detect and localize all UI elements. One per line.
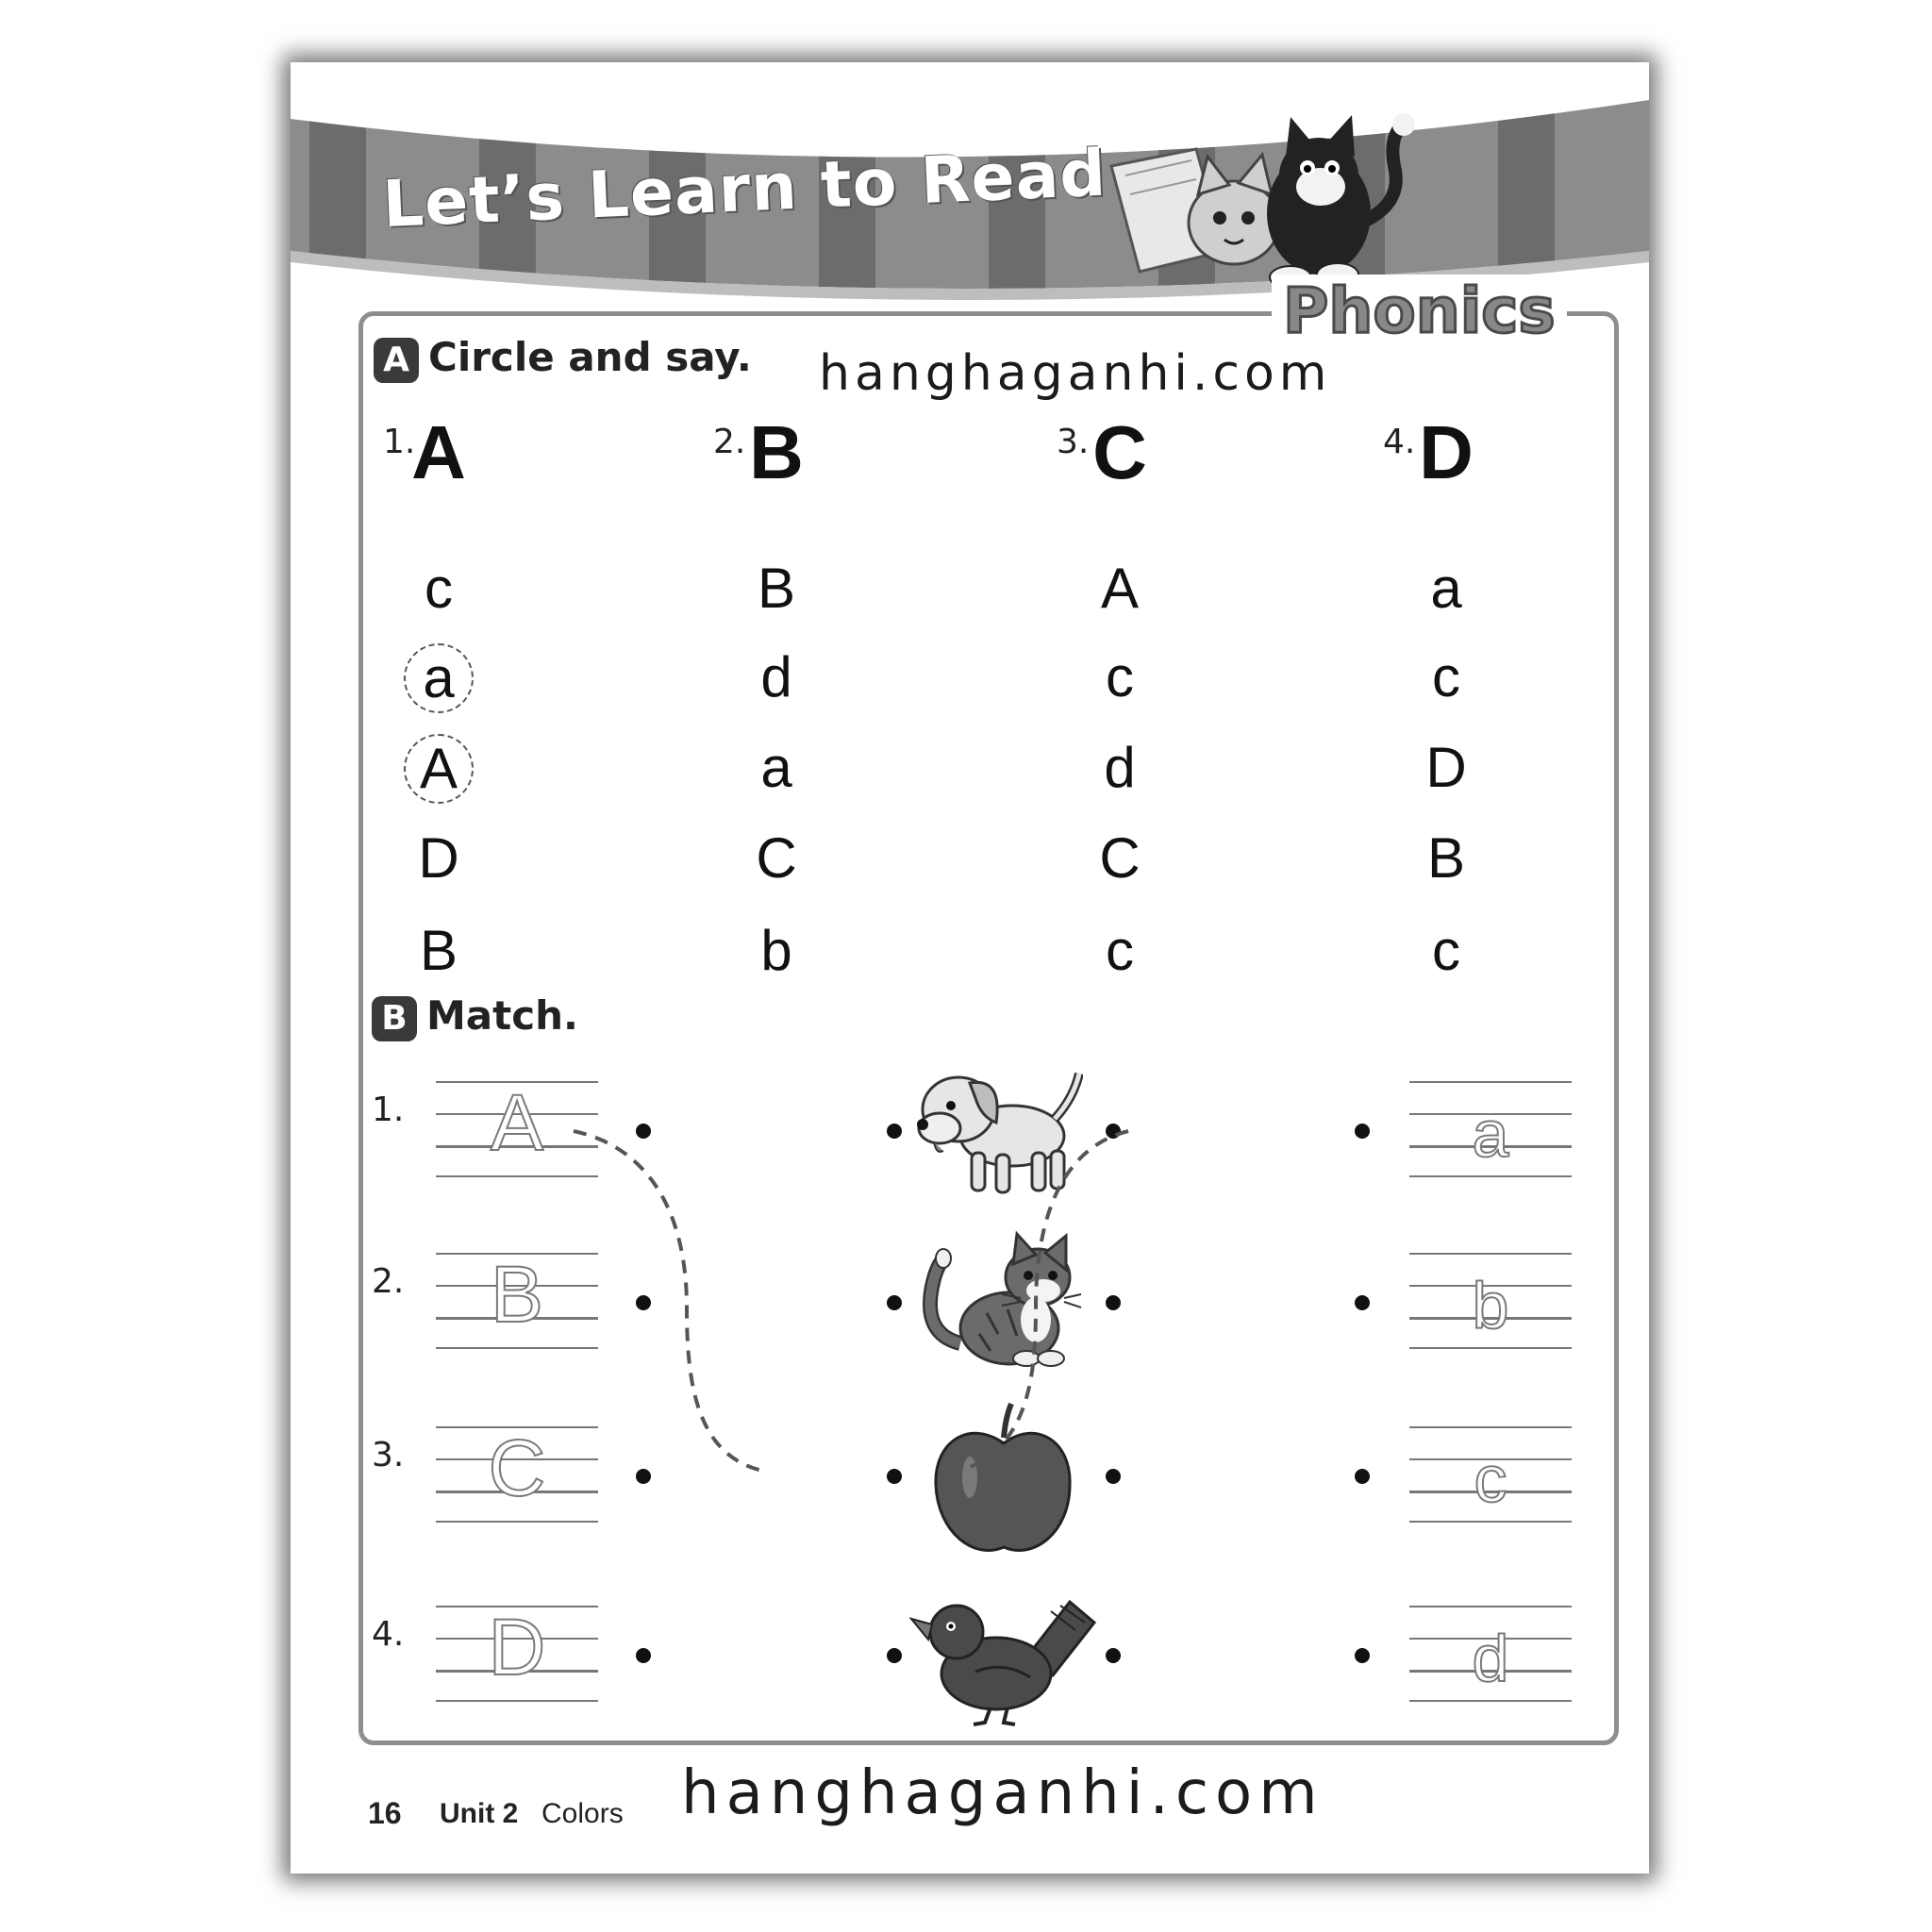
section-b-badge: B (372, 996, 417, 1041)
lowercase-trace-letter: d (1472, 1622, 1509, 1695)
sample-match-lines (291, 62, 1649, 1874)
question-2-target-letter: B (749, 410, 804, 494)
lowercase-trace-letter: c (1474, 1442, 1507, 1516)
section-a-badge: A (374, 338, 419, 383)
match-row-4-number: 4. (372, 1615, 405, 1654)
letter-option[interactable]: D (418, 826, 459, 890)
footer-unit: Unit 2 (440, 1798, 519, 1829)
letter-option[interactable]: d (1104, 736, 1136, 799)
letter-option[interactable]: b (760, 919, 792, 982)
letter-option[interactable]: c (1432, 645, 1460, 708)
page-number: 16 (368, 1796, 402, 1830)
letter-option[interactable]: C (1099, 826, 1141, 890)
letter-option[interactable]: A (1100, 557, 1140, 620)
circled-letter-option[interactable]: A (404, 734, 474, 804)
match-row-1-number: 1. (372, 1091, 405, 1129)
letter-option[interactable]: c (1106, 919, 1134, 982)
footer-topic: Colors (541, 1798, 624, 1829)
letter-option[interactable]: a (760, 736, 792, 799)
letter-option[interactable]: c (1432, 919, 1460, 982)
question-3-target-letter: C (1092, 410, 1147, 494)
uppercase-trace-letter: A (490, 1078, 544, 1167)
letter-option[interactable]: B (1426, 826, 1466, 890)
section-a-title: Circle and say. (428, 334, 752, 380)
question-1-number: 1. (383, 423, 416, 461)
watermark-bottom: hanghaganhi.com (681, 1758, 1324, 1828)
uppercase-trace-letter: C (488, 1424, 546, 1512)
letter-option[interactable]: B (419, 919, 458, 982)
question-2-number: 2. (713, 423, 746, 461)
letter-option[interactable]: D (1425, 736, 1467, 799)
letter-option[interactable]: c (425, 557, 453, 620)
banner-title: Let’s Learn to Read (381, 136, 1108, 242)
uppercase-trace-letter: D (488, 1603, 546, 1691)
letter-option[interactable]: a (1430, 557, 1462, 620)
phonics-tag: Phonics (1272, 275, 1567, 348)
letter-option[interactable]: d (760, 645, 792, 708)
letter-option[interactable]: B (757, 557, 796, 620)
letter-option[interactable]: C (756, 826, 797, 890)
match-row-2-number: 2. (372, 1262, 405, 1301)
question-3-number: 3. (1057, 423, 1090, 461)
letter-option[interactable]: c (1106, 645, 1134, 708)
circled-letter-option[interactable]: a (404, 643, 474, 713)
lowercase-trace-letter: b (1472, 1269, 1509, 1342)
worksheet-page (291, 62, 1649, 1874)
lowercase-trace-letter: a (1472, 1097, 1509, 1171)
section-b-title: Match. (426, 992, 578, 1039)
watermark-top: hanghaganhi.com (819, 345, 1332, 402)
uppercase-trace-letter: B (490, 1250, 544, 1339)
match-row-3-number: 3. (372, 1436, 405, 1474)
question-4-number: 4. (1383, 423, 1416, 461)
question-4-target-letter: D (1419, 410, 1474, 494)
question-1-target-letter: A (411, 410, 466, 494)
